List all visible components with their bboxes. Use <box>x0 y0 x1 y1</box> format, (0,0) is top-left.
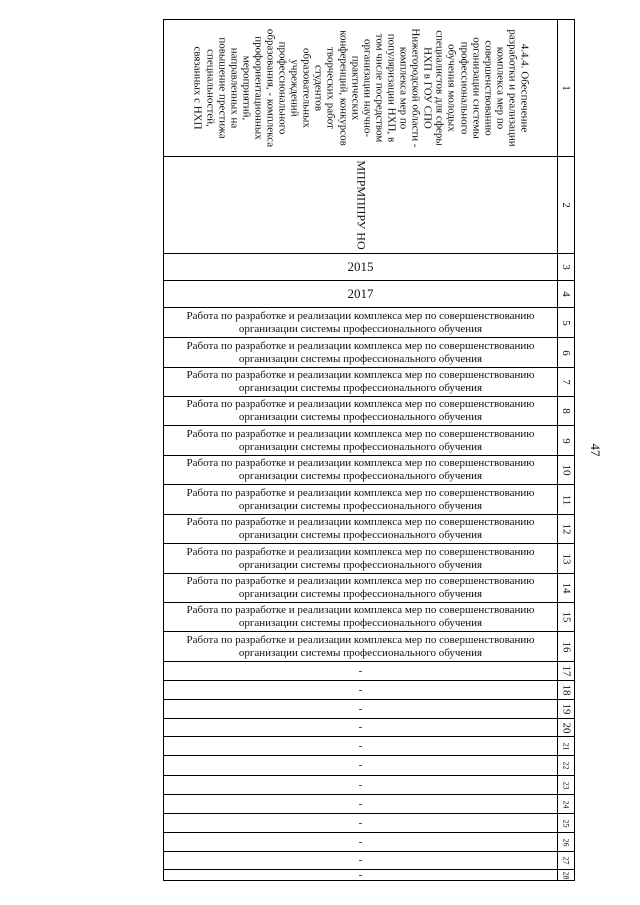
column-number: 13 <box>557 544 574 573</box>
table-row <box>164 795 574 814</box>
table-row <box>164 833 574 852</box>
table-row <box>164 737 574 756</box>
table-row <box>164 368 574 397</box>
table-row-end-year <box>164 281 574 308</box>
table-row-start-year <box>164 254 574 281</box>
column-number: 9 <box>557 426 574 455</box>
work-description: Работа по разработке и реализации комплекса мер по совершенствованию организации системы профессионального обучения <box>186 604 535 629</box>
column-number: 18 <box>557 681 574 699</box>
work-description: Работа по разработке и реализации комплекса мер по совершенствованию организации системы профессионального обучения <box>186 309 535 335</box>
end-year: 2017 <box>347 286 374 301</box>
table-row <box>164 814 574 833</box>
column-number: 27 <box>557 852 574 869</box>
column-number: 26 <box>557 833 574 851</box>
column-number: 2 <box>557 157 574 253</box>
work-description: Работа по разработке и реализации комплекса мер по совершенствованию организации системы профессионального обучения <box>186 575 535 600</box>
table-row <box>164 574 574 603</box>
table-row <box>164 719 574 737</box>
table-row <box>164 700 574 719</box>
empty-value: - <box>358 739 363 752</box>
empty-value: - <box>358 835 363 848</box>
table-row <box>164 681 574 700</box>
work-description: Работа по разработке и реализации комплекса мер по совершенствованию организации системы профессионального обучения <box>186 545 535 571</box>
work-description: Работа по разработке и реализации комплекса мер по совершенствованию организации системы профессионального обучения <box>186 457 535 482</box>
column-number: 8 <box>557 397 574 425</box>
column-number: 12 <box>557 515 574 543</box>
empty-value: - <box>358 721 363 733</box>
column-number: 24 <box>557 795 574 813</box>
work-description: Работа по разработке и реализации комплекса мер по совершенствованию организации системы профессионального обучения <box>186 486 535 512</box>
responsible-organization: МПРМППРУ НО <box>354 160 368 250</box>
table-row <box>164 632 574 662</box>
table-row <box>164 426 574 456</box>
table-row <box>164 544 574 574</box>
column-number: 23 <box>557 776 574 794</box>
column-number: 20 <box>557 719 574 736</box>
column-number: 6 <box>557 338 574 367</box>
column-number: 5 <box>557 308 574 337</box>
column-number: 17 <box>557 662 574 680</box>
table-row <box>164 662 574 681</box>
table-row-description <box>164 20 574 157</box>
column-number: 11 <box>557 485 574 514</box>
start-year: 2015 <box>347 259 374 274</box>
table-row <box>164 308 574 338</box>
empty-value: - <box>358 702 363 715</box>
work-description: Работа по разработке и реализации комплекса мер по совершенствованию организации системы профессионального обучения <box>186 633 535 659</box>
empty-value: - <box>358 854 363 866</box>
table-row <box>164 870 574 880</box>
table-row <box>164 852 574 870</box>
column-number: 21 <box>557 737 574 755</box>
table-row <box>164 456 574 485</box>
column-number: 1 <box>557 20 574 156</box>
empty-value: - <box>358 778 363 791</box>
table-row <box>164 756 574 776</box>
empty-value: - <box>358 683 363 696</box>
column-number: 22 <box>557 756 574 775</box>
measure-description: 4.4.4. Обеспечение разработки и реализации комплекса мер по совершенствованию организации системы профессионального обучения молодых специалистов для сферы НХП в ГОУ СПО Нижегородской области - комплекса мер по популяризации НХП, в том числе посредством организации научно-практических конференций, конкурсов творческих работ студентов образовательных учреждений профессионального образования, - комплекса профориентационных мероприятий, направленных на повышение престижа специальностей, связанных с НХП <box>191 28 530 148</box>
column-number: 16 <box>557 632 574 661</box>
table-row <box>164 603 574 632</box>
column-number: 25 <box>557 814 574 832</box>
table-row <box>164 776 574 795</box>
column-number: 3 <box>557 254 574 280</box>
work-description: Работа по разработке и реализации комплекса мер по совершенствованию организации системы профессионального обучения <box>186 398 535 423</box>
column-number: 19 <box>557 700 574 718</box>
table-row <box>164 515 574 544</box>
empty-value: - <box>358 870 363 880</box>
table-row <box>164 397 574 426</box>
page-number: 47 <box>588 443 603 457</box>
work-description: Работа по разработке и реализации комплекса мер по совершенствованию организации системы профессионального обучения <box>186 369 535 394</box>
column-number: 28 <box>557 870 574 880</box>
work-description: Работа по разработке и реализации комплекса мер по совершенствованию организации системы профессионального обучения <box>186 427 535 453</box>
table-row <box>164 338 574 368</box>
column-number: 10 <box>557 456 574 484</box>
work-description: Работа по разработке и реализации комплекса мер по совершенствованию организации системы профессионального обучения <box>186 516 535 541</box>
empty-value: - <box>358 816 363 829</box>
table-row <box>164 485 574 515</box>
empty-value: - <box>358 797 363 810</box>
table-row-organization <box>164 157 574 254</box>
column-number: 14 <box>557 574 574 602</box>
column-number: 7 <box>557 368 574 396</box>
column-number: 15 <box>557 603 574 631</box>
work-description: Работа по разработке и реализации комплекса мер по совершенствованию организации системы профессионального обучения <box>186 339 535 365</box>
plan-table <box>163 19 575 881</box>
empty-value: - <box>358 759 363 771</box>
empty-value: - <box>358 664 363 677</box>
column-number: 4 <box>557 281 574 307</box>
